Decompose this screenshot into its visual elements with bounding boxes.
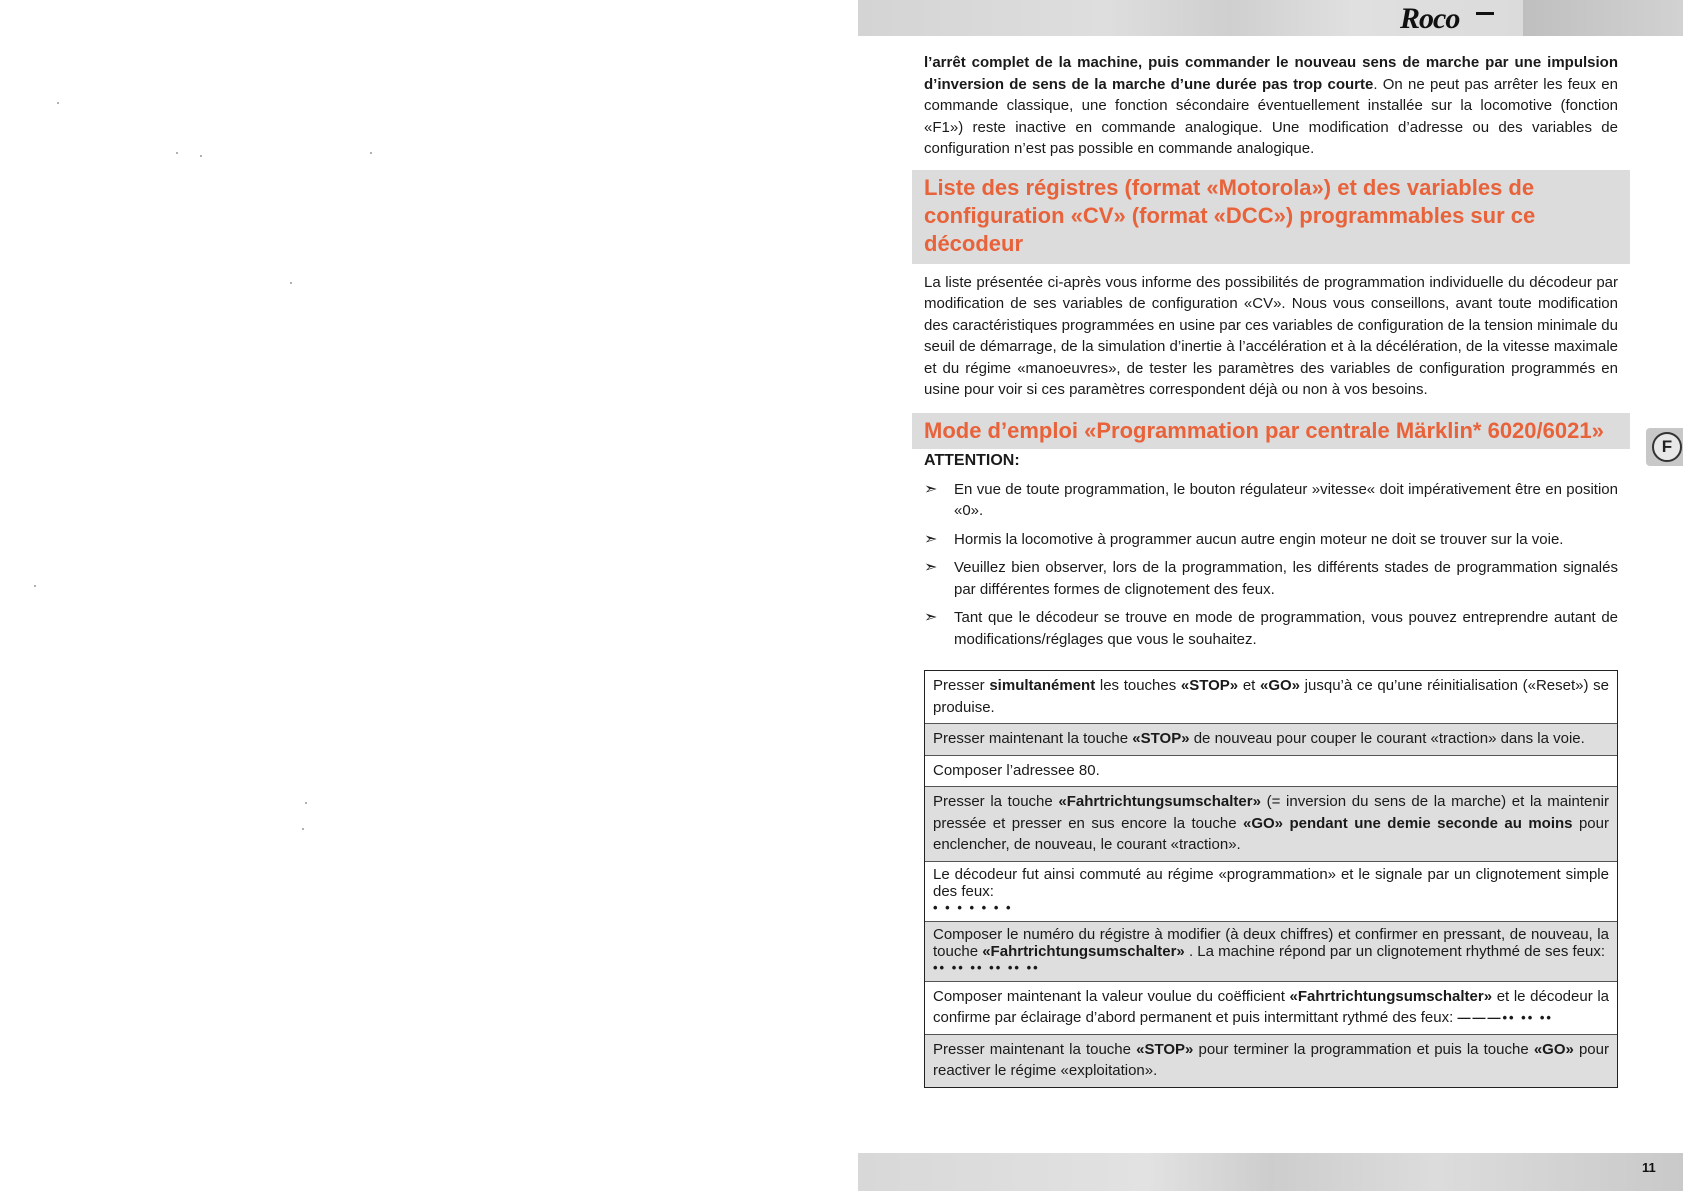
paper-speck: [34, 585, 36, 587]
arrow-bullet-icon: ➣: [924, 480, 938, 498]
footer-band: [858, 1153, 1683, 1191]
step-text: les touches: [1095, 677, 1181, 694]
step-text: Composer le numéro du régistre à modifier (à deux chiffres) et confirmer en pressant, de nouveau, la touche: [933, 925, 1609, 960]
attention-label: ATTENTION:: [924, 451, 1020, 469]
step-text: Presser maintenant la touche: [933, 730, 1133, 747]
step-bold: «Fahrtrichtungsumschalter»: [982, 942, 1185, 960]
arrow-bullet-icon: ➣: [924, 530, 938, 548]
step-row: [925, 862, 1617, 922]
section-heading-registers: Liste des régistres (format «Motorola») et des variables de configuration «CV» (format «DCC») programmables sur ce décodeur: [912, 170, 1630, 264]
step-bold: «STOP»: [1136, 1040, 1194, 1058]
step-row: [925, 671, 1617, 724]
step-row: [925, 724, 1617, 756]
step-row: [925, 922, 1617, 982]
arrow-bullet-icon: ➣: [924, 559, 938, 576]
language-badge: F: [1652, 432, 1682, 462]
paper-speck: [370, 152, 372, 154]
intro-paragraph: [924, 52, 1618, 160]
roco-logo: Roco: [1400, 2, 1460, 35]
step-row: [925, 756, 1617, 788]
step-bold: simultanément: [989, 677, 1096, 694]
step-row: [925, 1035, 1617, 1087]
list-item-text: Veuillez bien observer, lors de la programmation, les différents stades de programmation signalés par différentes formes de clignotement des feux.: [954, 559, 1618, 598]
step-bold: «Fahrtrichtungsumschalter»: [1058, 793, 1261, 810]
registers-paragraph: La liste présentée ci-après vous informe des possibilités de programmation individuelle du décodeur par modification de ses variables de configuration «CV». Nous vous conseillons, avant toute modification des caractéristiques programmées en usine par ces variables de configuration de la tension minimale du seuil de démarrage, de la simulation d’inertie à l’accélération et à la décélération, de la vitesse maximale et du régime «manoeuvres», de tester les paramètres des variables de configuration programmés en usine pour voir si ces paramètres correspondent déjà ou non à vos besoins.: [924, 273, 1618, 398]
list-item-text: Tant que le décodeur se trouve en mode de programmation, vous pouvez entreprendre autant de modifications/réglages que vous le souhaitez.: [954, 609, 1618, 648]
step-bold: «GO»: [1259, 677, 1301, 694]
programming-steps-table: [924, 670, 1618, 1088]
header-tab: [1523, 0, 1683, 36]
step-text: jusqu’à ce qu’une réinitialisation («Reset») se produise.: [933, 677, 1609, 716]
list-item: [924, 557, 1618, 600]
blink-pattern-confirm: ———•• •• ••: [1457, 1010, 1553, 1025]
step-text: de nouveau pour couper le courant «traction» dans la voie.: [1189, 730, 1585, 747]
attention-list: [924, 479, 1618, 651]
step-text: Composer maintenant la valeur voulue du coëfficient: [933, 987, 1290, 1005]
step-text: et: [1238, 677, 1260, 694]
step-text: pour terminer la programmation et puis la touche: [1193, 1040, 1534, 1058]
step-text: Composer l’adressee 80.: [933, 761, 1100, 779]
list-item-text: Hormis la locomotive à programmer aucun autre engin moteur ne doit se trouver sur la voie.: [954, 530, 1564, 548]
arrow-bullet-icon: ➣: [924, 609, 938, 626]
list-item-text: En vue de toute programmation, le bouton régulateur »vitesse« doit impérativement être en position «0».: [954, 480, 1618, 519]
step-text: pour reactiver le régime «exploitation».: [933, 1040, 1609, 1079]
blink-pattern-simple: • • • • • • •: [933, 899, 1013, 915]
right-page-content: [924, 52, 1618, 1088]
paper-speck: [305, 802, 307, 804]
intro-text: . On ne peut pas arrêter les feux en commande classique, une fonction sécondaire éventuellement installée sur la locomotive (fonction «F1») reste inactive en commande analogique. Une modification d’adresse ou des variables de configuration n’est pas possible en commande analogique.: [924, 75, 1618, 157]
paper-speck: [200, 155, 202, 157]
list-item: [924, 529, 1618, 551]
paper-speck: [302, 828, 304, 830]
step-text: Presser: [933, 677, 990, 694]
paper-speck: [290, 282, 292, 284]
step-text: Le décodeur fut ainsi commuté au régime «programmation» et le signale par un clignotement simple des feux:: [933, 865, 1609, 900]
paper-speck: [57, 102, 59, 104]
step-text: Presser la touche: [933, 793, 1059, 810]
logo-tail-mark: [1476, 12, 1494, 15]
step-text: . La machine répond par un clignotement rhythmé de ses feux:: [1184, 942, 1606, 960]
section-heading-programming: Mode d’emploi «Programmation par centrale Märklin* 6020/6021»: [912, 413, 1630, 449]
step-text: et le décodeur la confirme par éclairage d’abord permanent et puis intermittant rythmé des feux:: [933, 987, 1610, 1026]
list-item: [924, 479, 1618, 522]
list-item: [924, 607, 1618, 650]
step-text: (= inversion du sens de la marche) et la maintenir pressée et presser en sus encore la touche: [933, 793, 1609, 832]
step-row: [925, 982, 1617, 1035]
step-bold: «STOP»: [1180, 677, 1239, 694]
blink-pattern-rhythmic: •• •• •• •• •• ••: [933, 959, 1040, 975]
step-row: [925, 787, 1617, 862]
step-bold: «Fahrtrichtungsumschalter»: [1289, 987, 1493, 1005]
step-bold: «STOP»: [1132, 730, 1190, 747]
page-number: 11: [1642, 1160, 1656, 1175]
step-text: pour enclencher, de nouveau, le courant «traction».: [933, 814, 1609, 853]
intro-bold-text: l’arrêt complet de la machine, puis commander le nouveau sens de marche par une impulsion d’inversion de sens de la marche d’une durée pas trop courte: [924, 54, 1618, 93]
paper-speck: [176, 152, 178, 154]
step-bold: «GO»: [1533, 1040, 1574, 1058]
step-text: Presser maintenant la touche: [933, 1040, 1137, 1058]
header-band: [858, 0, 1683, 36]
step-bold: «GO» pendant une demie seconde au moins: [1242, 814, 1573, 832]
